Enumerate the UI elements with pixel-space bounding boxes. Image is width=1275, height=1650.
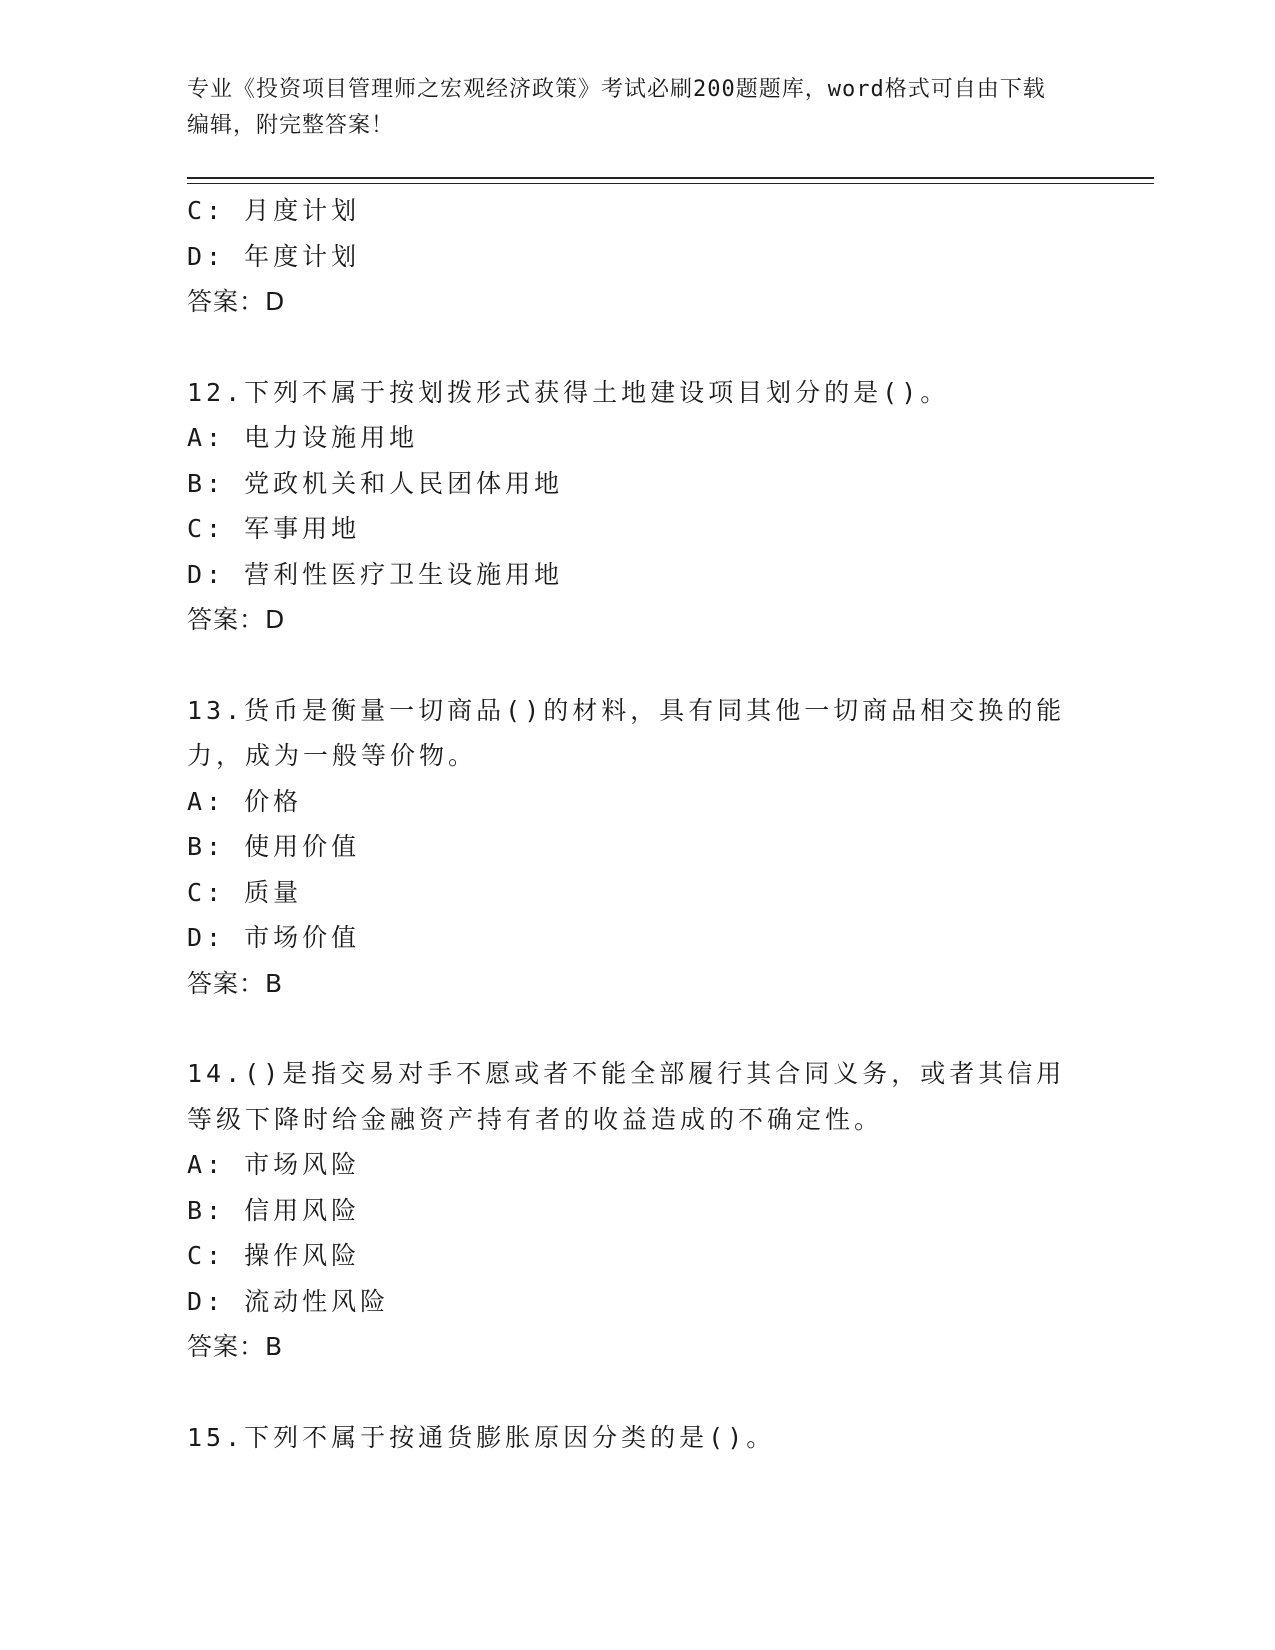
answer-line: 答案：D: [187, 605, 286, 634]
spacer: [187, 1370, 1087, 1415]
spacer: [187, 643, 1087, 688]
question-block-15: [187, 1415, 1087, 1461]
option-d: D: 市场价值: [187, 923, 361, 952]
question-block-14: [187, 1051, 1087, 1370]
question-text: 15.下列不属于按通货膨胀原因分类的是()。: [187, 1422, 776, 1452]
option-d: D: 营利性医疗卫生设施用地: [187, 559, 564, 589]
question-text: 13.货币是衡量一切商品()的材料，具有同其他一切商品相交换的能力，成为一般等价物。: [187, 695, 1066, 770]
option-d: D: 流动性风险: [187, 1286, 390, 1316]
option-c: C: 质量: [187, 877, 303, 907]
option-c: C: 操作风险: [187, 1241, 361, 1270]
spacer: [187, 1006, 1087, 1051]
option-b: B: 使用价值: [187, 832, 361, 861]
option-d: D: 年度计划: [187, 241, 361, 271]
document-header: 专业《投资项目管理师之宏观经济政策》考试必刷200题题库，word格式可自由下载编辑，附完整答案！: [187, 77, 1046, 138]
question-block-11: [187, 188, 1087, 325]
option-c: C: 军事用地: [187, 514, 361, 543]
spacer: [187, 325, 1087, 370]
option-b: B: 党政机关和人民团体用地: [187, 468, 564, 498]
option-a: A: 市场风险: [187, 1150, 361, 1179]
question-block-12: [187, 370, 1087, 643]
question-block-13: [187, 688, 1087, 1007]
option-a: A: 价格: [187, 786, 303, 816]
answer-line: 答案：D: [187, 287, 286, 316]
question-text: 14.()是指交易对手不愿或者不能全部履行其合同义务，或者其信用等级下降时给金融资产持有者的收益造成的不确定性。: [187, 1059, 1066, 1134]
option-b: B: 信用风险: [187, 1195, 361, 1225]
header-rule-thin: [187, 183, 1154, 184]
header-rule-thick: [187, 177, 1154, 179]
answer-line: 答案：B: [187, 968, 284, 998]
option-c: C: 月度计划: [187, 196, 361, 225]
option-a: A: 电力设施用地: [187, 423, 419, 452]
answer-line: 答案：B: [187, 1332, 284, 1361]
question-text: 12.下列不属于按划拨形式获得土地建设项目划分的是()。: [187, 377, 950, 407]
document-body: [187, 188, 1087, 1460]
